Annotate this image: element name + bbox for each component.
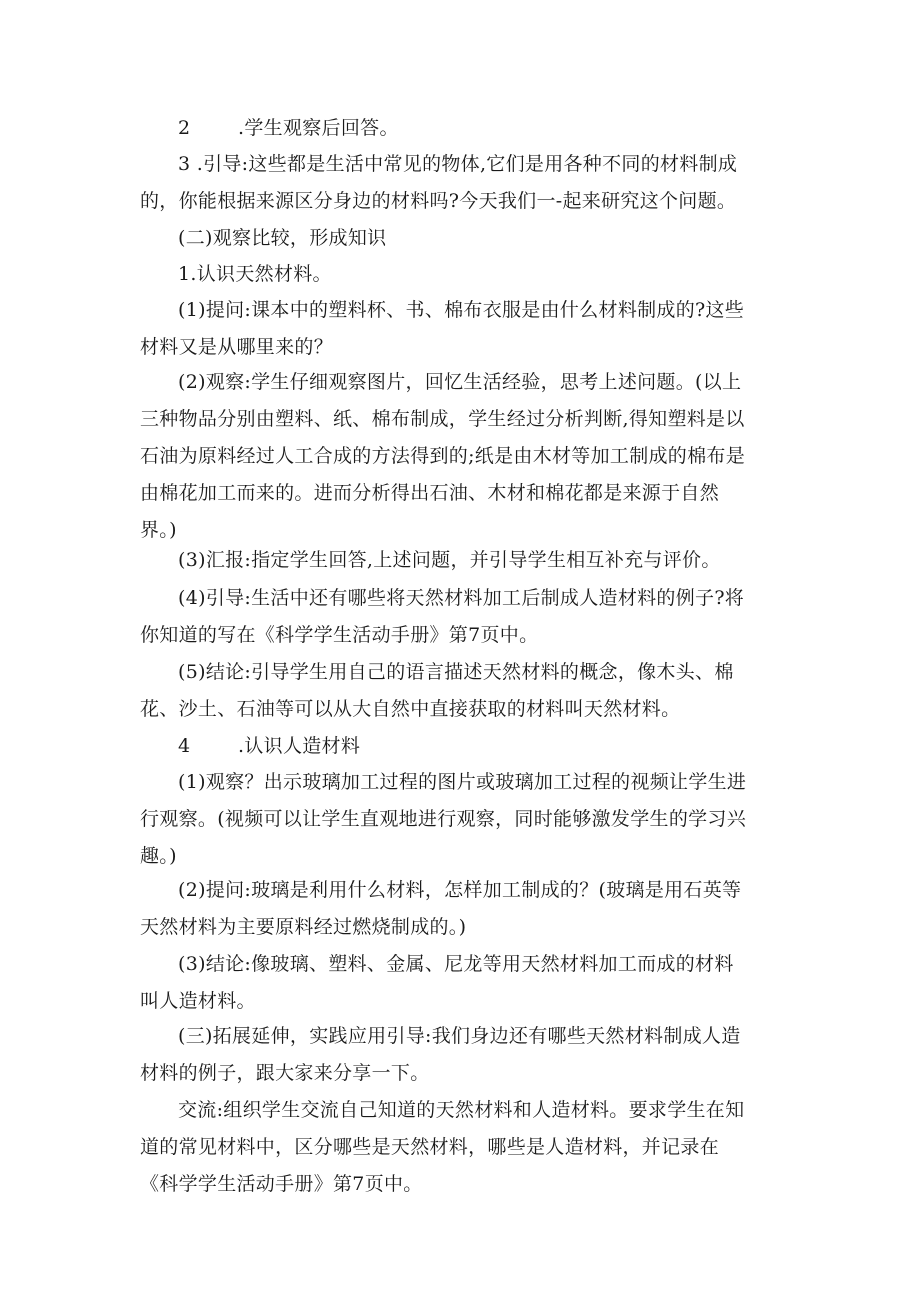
text-line: 《科学学生活动手册》第7页中。 xyxy=(140,1173,423,1195)
text-line: (二)观察比较，形成知识 xyxy=(178,227,387,249)
paragraph-conclusion-5 xyxy=(140,654,780,728)
section-heading-2 xyxy=(140,220,780,257)
section-heading-3 xyxy=(140,1018,780,1092)
text-line: (5)结论:引导学生用自己的语言描述天然材料的概念，像木头、棉 xyxy=(178,661,734,683)
paragraph-observe-glass xyxy=(140,764,780,875)
text-line: (2)观察:学生仔细观察图片，回忆生活经验，思考上述问题。(以上 xyxy=(178,371,742,393)
text-line: (2)提问:玻璃是利用什么材料，怎样加工制成的？(玻璃是用石英等 xyxy=(178,879,742,901)
paragraph-report-3 xyxy=(140,542,780,579)
text-line: 天然材料为主要原料经过燃烧制成的。) xyxy=(140,916,467,938)
paragraph-step-3 xyxy=(140,146,780,220)
list-number: 4 xyxy=(178,735,191,757)
subheading-artificial-materials xyxy=(140,728,780,765)
subheading-natural-materials xyxy=(140,256,780,293)
text-line xyxy=(140,110,780,147)
text-line: 石油为原料经过人工合成的方法得到的;纸是由木材等加工制成的棉布是 xyxy=(140,445,746,467)
text-line: 材料的例子，跟大家来分享一下。 xyxy=(140,1062,430,1084)
text-line: (1)观察？出示玻璃加工过程的图片或玻璃加工过程的视频让学生进 xyxy=(178,771,747,793)
paragraph-exchange xyxy=(140,1092,780,1203)
list-text: .认识人造材料 xyxy=(238,735,361,757)
text-line: 界。) xyxy=(140,519,177,541)
text-line: 3 .引导:这些都是生活中常见的物体,它们是用各种不同的材料制成 xyxy=(178,153,738,175)
text-line: 的，你能根据来源区分身边的材料吗?今天我们一-起来研究这个问题。 xyxy=(140,190,737,212)
text-line: 材料又是从哪里来的？ xyxy=(140,336,334,358)
text-line: 1.认识天然材料。 xyxy=(178,263,332,285)
paragraph-observe-2 xyxy=(140,364,780,549)
paragraph-question-1 xyxy=(140,292,780,366)
text-line: (三)拓展延伸，实践应用引导:我们身边还有哪些天然材料制成人造 xyxy=(178,1025,741,1047)
text-line: (1)提问:课本中的塑料杯、书、棉布衣服是由什么材料制成的?这些 xyxy=(178,299,745,321)
paragraph-step-2 xyxy=(140,110,780,147)
text-line: 叫人造材料。 xyxy=(140,990,256,1012)
list-number: 2 xyxy=(178,117,191,139)
text-line xyxy=(140,728,780,765)
paragraph-question-glass xyxy=(140,872,780,946)
paragraph-guide-4 xyxy=(140,580,780,654)
text-line: 交流:组织学生交流自己知道的天然材料和人造材料。要求学生在知 xyxy=(178,1099,745,1121)
text-line: 你知道的写在《科学学生活动手册》第7页中。 xyxy=(140,624,539,646)
text-line: (3)汇报:指定学生回答,上述问题，并引导学生相互补充与评价。 xyxy=(178,549,721,571)
text-line: 三种物品分别由塑料、纸、棉布制成，学生经过分析判断,得知塑料是以 xyxy=(140,408,745,430)
list-text: .学生观察后回答。 xyxy=(238,117,399,139)
text-line: (4)引导:生活中还有哪些将天然材料加工后制成人造材料的例子?将 xyxy=(178,587,745,609)
text-line: 道的常见材料中，区分哪些是天然材料，哪些是人造材料，并记录在 xyxy=(140,1136,720,1158)
paragraph-conclusion-glass xyxy=(140,946,780,1020)
text-line: 花、沙土、石油等可以从大自然中直接获取的材料叫天然材料。 xyxy=(140,698,681,720)
text-line: 行观察。(视频可以让学生直观地进行观察，同时能够激发学生的学习兴 xyxy=(140,808,747,830)
text-line: (3)结论:像玻璃、塑料、金属、尼龙等用天然材料加工而成的材料 xyxy=(178,953,734,975)
text-line: 由棉花加工而来的。进而分析得出石油、木材和棉花都是来源于自然 xyxy=(140,482,720,504)
text-line: 趣。) xyxy=(140,845,177,867)
